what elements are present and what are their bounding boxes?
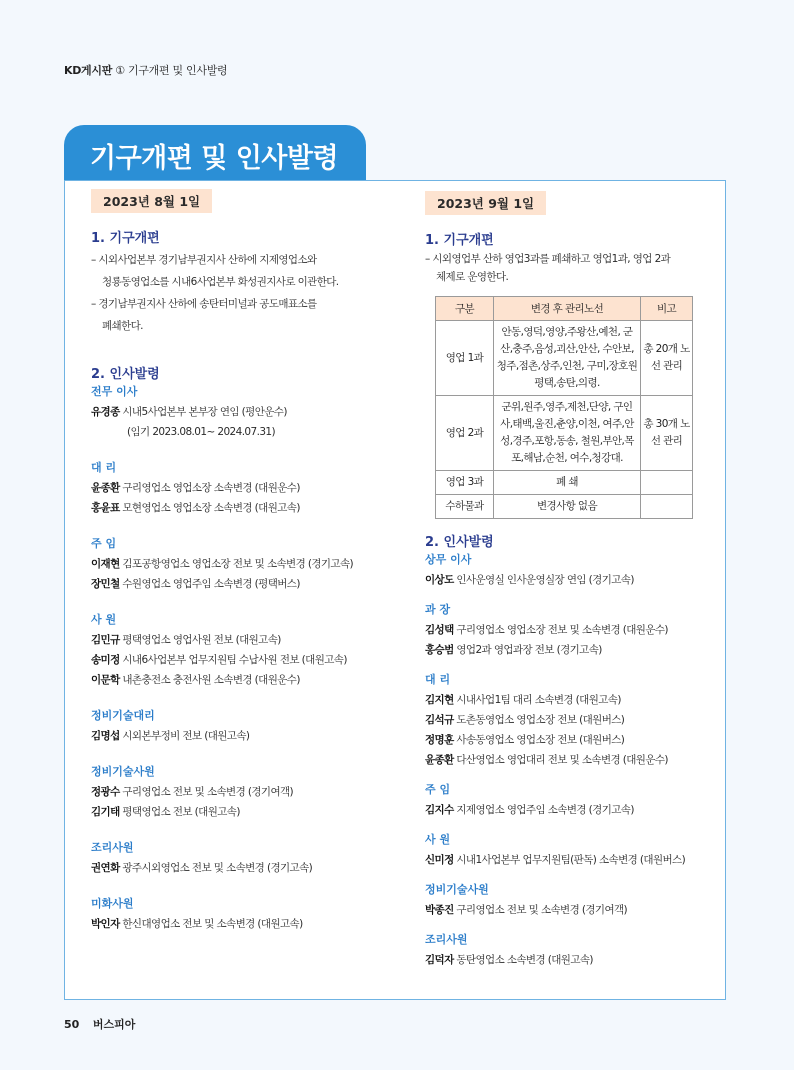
hr-group bbox=[91, 458, 401, 518]
person-name: 윤종환 bbox=[425, 754, 454, 766]
appointment-text: 시외본부정비 전보 (대원고속) bbox=[122, 730, 250, 742]
personnel-entry bbox=[425, 900, 715, 920]
appointment-text: 구리영업소 영업소장 전보 및 소속변경 (대원운수) bbox=[456, 624, 668, 636]
appointment-text: 김포공항영업소 영업소장 전보 및 소속변경 (경기고속) bbox=[122, 558, 354, 570]
role-heading: 정비기술사원 bbox=[91, 765, 155, 778]
person-name: 이재현 bbox=[91, 558, 120, 570]
reorg-line: 폐쇄한다. bbox=[102, 320, 143, 332]
hr-group bbox=[425, 780, 715, 820]
person-name: 김성택 bbox=[425, 624, 454, 636]
appointment-text: 모현영업소 영업소장 소속변경 (대원고속) bbox=[122, 502, 300, 514]
hr-group bbox=[91, 610, 401, 690]
person-name: 김덕자 bbox=[425, 954, 454, 966]
person-name: 김지현 bbox=[425, 694, 454, 706]
left-reorg-title: 1. 기구개편 bbox=[91, 231, 160, 246]
table-header-row bbox=[436, 297, 693, 321]
personnel-entry bbox=[91, 858, 401, 878]
appointment-text: 수원영업소 영업주임 소속변경 (평택버스) bbox=[122, 578, 300, 590]
person-name: 이문학 bbox=[91, 674, 120, 686]
role-heading: 주 임 bbox=[425, 783, 451, 796]
appointment-text: 지제영업소 영업주임 소속변경 (경기고속) bbox=[456, 804, 634, 816]
personnel-entry bbox=[425, 690, 715, 710]
hr-group bbox=[425, 830, 715, 870]
person-name: 이상도 bbox=[425, 574, 454, 586]
page-title: 기구개편 및 인사발령 bbox=[64, 125, 366, 181]
appointment-text: 시내사업1팀 대리 소속변경 (대원고속) bbox=[456, 694, 621, 706]
personnel-entry bbox=[425, 730, 715, 750]
table-cell: 변경사항 없음 bbox=[494, 495, 641, 519]
table-cell: 영업 1과 bbox=[436, 321, 494, 396]
table-cell: 수하물과 bbox=[436, 495, 494, 519]
appointment-text: 인사운영실 인사운영실장 연임 (경기고속) bbox=[456, 574, 634, 586]
person-name: 김석규 bbox=[425, 714, 454, 726]
role-heading: 상무 이사 bbox=[425, 553, 472, 566]
right-hr-title: 2. 인사발령 bbox=[425, 535, 494, 550]
right-hr-list bbox=[425, 550, 715, 970]
magazine-name: 버스피아 bbox=[92, 1018, 136, 1031]
role-heading: 정비기술대리 bbox=[91, 709, 155, 722]
role-heading: 대 리 bbox=[425, 673, 451, 686]
personnel-entry bbox=[425, 750, 715, 770]
reorg-line: – 경기남부권지사 산하에 송탄터미널과 공도매표소를 bbox=[91, 298, 317, 310]
section-header bbox=[64, 62, 227, 78]
table-cell: 총 30개 노선 관리 bbox=[641, 396, 693, 471]
hr-group bbox=[91, 838, 401, 878]
table-cell: 군위,원주,영주,제천,단양, 구인사,태백,울진,춘양,이천, 여주,안성,경주,포항,동송, 철원,부안,목포,해남,순천, 여수,청강대. bbox=[494, 396, 641, 471]
table-cell: 폐 쇄 bbox=[494, 471, 641, 495]
table-cell: 총 20개 노선 관리 bbox=[641, 321, 693, 396]
personnel-entry bbox=[425, 620, 715, 640]
person-name: 송미정 bbox=[91, 654, 120, 666]
role-heading: 조리사원 bbox=[425, 933, 468, 946]
appointment-text: 영업2과 영업과장 전보 (경기고속) bbox=[456, 644, 602, 656]
table-row bbox=[436, 396, 693, 471]
content-frame bbox=[64, 180, 726, 1000]
left-date-badge: 2023년 8월 1일 bbox=[91, 189, 212, 213]
appointment-text: 동탄영업소 소속변경 (대원고속) bbox=[456, 954, 593, 966]
right-reorg-text bbox=[425, 250, 715, 286]
hr-group bbox=[91, 534, 401, 594]
hr-group bbox=[91, 706, 401, 746]
personnel-entry bbox=[425, 640, 715, 660]
reorg-line: 체제로 운영한다. bbox=[436, 271, 509, 283]
personnel-entry bbox=[91, 630, 401, 650]
personnel-entry bbox=[425, 710, 715, 730]
personnel-entry bbox=[91, 498, 401, 518]
appointment-text: 구리영업소 전보 및 소속변경 (경기여객) bbox=[122, 786, 294, 798]
personnel-entry bbox=[91, 478, 401, 498]
person-name: 김민규 bbox=[91, 634, 120, 646]
section-name: KD게시판 bbox=[64, 64, 113, 77]
person-name: 정명훈 bbox=[425, 734, 454, 746]
table-row bbox=[436, 471, 693, 495]
reorg-line: 청룡동영업소를 시내6사업본부 화성권지사로 이관한다. bbox=[102, 276, 339, 288]
left-hr-title: 2. 인사발령 bbox=[91, 367, 160, 382]
person-name: 김명섭 bbox=[91, 730, 120, 742]
appointment-text: 도촌동영업소 영업소장 전보 (대원버스) bbox=[456, 714, 625, 726]
person-name: 박종진 bbox=[425, 904, 454, 916]
appointment-text: 시내5사업본부 본부장 연임 (평안운수) bbox=[122, 406, 287, 418]
reorg-line: – 시외사업본부 경기남부권지사 산하에 지제영업소와 bbox=[91, 254, 317, 266]
page-number: 50 bbox=[64, 1018, 80, 1031]
left-hr-list bbox=[91, 382, 401, 934]
personnel-entry bbox=[425, 850, 715, 870]
personnel-entry bbox=[425, 570, 715, 590]
person-name: 장민철 bbox=[91, 578, 120, 590]
personnel-entry bbox=[91, 402, 401, 442]
person-name: 홍승범 bbox=[425, 644, 454, 656]
personnel-entry bbox=[425, 950, 715, 970]
hr-group bbox=[425, 550, 715, 590]
table-cell bbox=[641, 471, 693, 495]
personnel-entry bbox=[91, 574, 401, 594]
table-header: 변경 후 관리노선 bbox=[494, 297, 641, 321]
route-table bbox=[435, 296, 693, 519]
role-heading: 사 원 bbox=[425, 833, 451, 846]
role-heading: 조리사원 bbox=[91, 841, 134, 854]
section-number: ① bbox=[115, 64, 125, 77]
role-heading: 과 장 bbox=[425, 603, 451, 616]
personnel-entry bbox=[425, 800, 715, 820]
left-reorg-text bbox=[91, 249, 401, 337]
personnel-entry bbox=[91, 802, 401, 822]
person-name: 박인자 bbox=[91, 918, 120, 930]
table-row bbox=[436, 321, 693, 396]
person-name: 홍윤표 bbox=[91, 502, 120, 514]
personnel-entry bbox=[91, 670, 401, 690]
person-name: 유경종 bbox=[91, 406, 120, 418]
role-heading: 주 임 bbox=[91, 537, 117, 550]
appointment-text: 내촌충전소 충전사원 소속변경 (대원운수) bbox=[122, 674, 300, 686]
reorg-line: – 시외영업부 산하 영업3과를 폐쇄하고 영업1과, 영업 2과 bbox=[425, 253, 671, 265]
hr-group bbox=[425, 880, 715, 920]
appointment-text: 다산영업소 영업대리 전보 및 소속변경 (대원운수) bbox=[456, 754, 668, 766]
person-name: 신미정 bbox=[425, 854, 454, 866]
table-cell: 안동,영덕,영양,주왕산,예천, 군산,충주,음성,괴산,안산, 수안보,청주,점촌,상주,인천, 구미,장호원 평택,송탄,의령. bbox=[494, 321, 641, 396]
personnel-entry bbox=[91, 914, 401, 934]
table-header: 비고 bbox=[641, 297, 693, 321]
left-column bbox=[91, 181, 401, 934]
role-heading: 정비기술사원 bbox=[425, 883, 489, 896]
person-name: 윤종환 bbox=[91, 482, 120, 494]
appointment-text: 평택영업소 전보 (대원고속) bbox=[122, 806, 240, 818]
appointment-text: 사송동영업소 영업소장 전보 (대원버스) bbox=[456, 734, 625, 746]
table-row bbox=[436, 495, 693, 519]
right-date-badge: 2023년 9월 1일 bbox=[425, 191, 546, 215]
appointment-text: 시내1사업본부 업무지원팀(판독) 소속변경 (대원버스) bbox=[456, 854, 686, 866]
personnel-entry bbox=[91, 726, 401, 746]
hr-group bbox=[91, 894, 401, 934]
hr-group bbox=[425, 670, 715, 770]
hr-group bbox=[425, 600, 715, 660]
personnel-entry bbox=[91, 782, 401, 802]
role-heading: 미화사원 bbox=[91, 897, 134, 910]
right-reorg-title: 1. 기구개편 bbox=[425, 233, 494, 248]
table-cell: 영업 2과 bbox=[436, 396, 494, 471]
role-heading: 대 리 bbox=[91, 461, 117, 474]
appointment-text: 구리영업소 전보 및 소속변경 (경기여객) bbox=[456, 904, 628, 916]
personnel-entry bbox=[91, 554, 401, 574]
appointment-text: 한신대영업소 전보 및 소속변경 (대원고속) bbox=[122, 918, 303, 930]
table-cell bbox=[641, 495, 693, 519]
table-cell: 영업 3과 bbox=[436, 471, 494, 495]
appointment-text: 광주시외영업소 전보 및 소속변경 (경기고속) bbox=[122, 862, 313, 874]
role-heading: 전무 이사 bbox=[91, 385, 138, 398]
personnel-entry bbox=[91, 650, 401, 670]
person-name: 김기태 bbox=[91, 806, 120, 818]
role-heading: 사 원 bbox=[91, 613, 117, 626]
appointment-text: 평택영업소 영업사원 전보 (대원고속) bbox=[122, 634, 281, 646]
person-name: 정광수 bbox=[91, 786, 120, 798]
person-name: 김지수 bbox=[425, 804, 454, 816]
page-footer bbox=[64, 1016, 145, 1032]
hr-group bbox=[91, 382, 401, 442]
right-column bbox=[425, 181, 715, 970]
hr-group bbox=[425, 930, 715, 970]
section-topic: 기구개편 및 인사발령 bbox=[128, 64, 228, 77]
person-name: 권연화 bbox=[91, 862, 120, 874]
term-text: (임기 2023.08.01~ 2024.07.31) bbox=[127, 426, 275, 438]
appointment-text: 시내6사업본부 업무지원팀 수납사원 전보 (대원고속) bbox=[122, 654, 347, 666]
hr-group bbox=[91, 762, 401, 822]
table-header: 구분 bbox=[436, 297, 494, 321]
appointment-text: 구리영업소 영업소장 소속변경 (대원운수) bbox=[122, 482, 300, 494]
